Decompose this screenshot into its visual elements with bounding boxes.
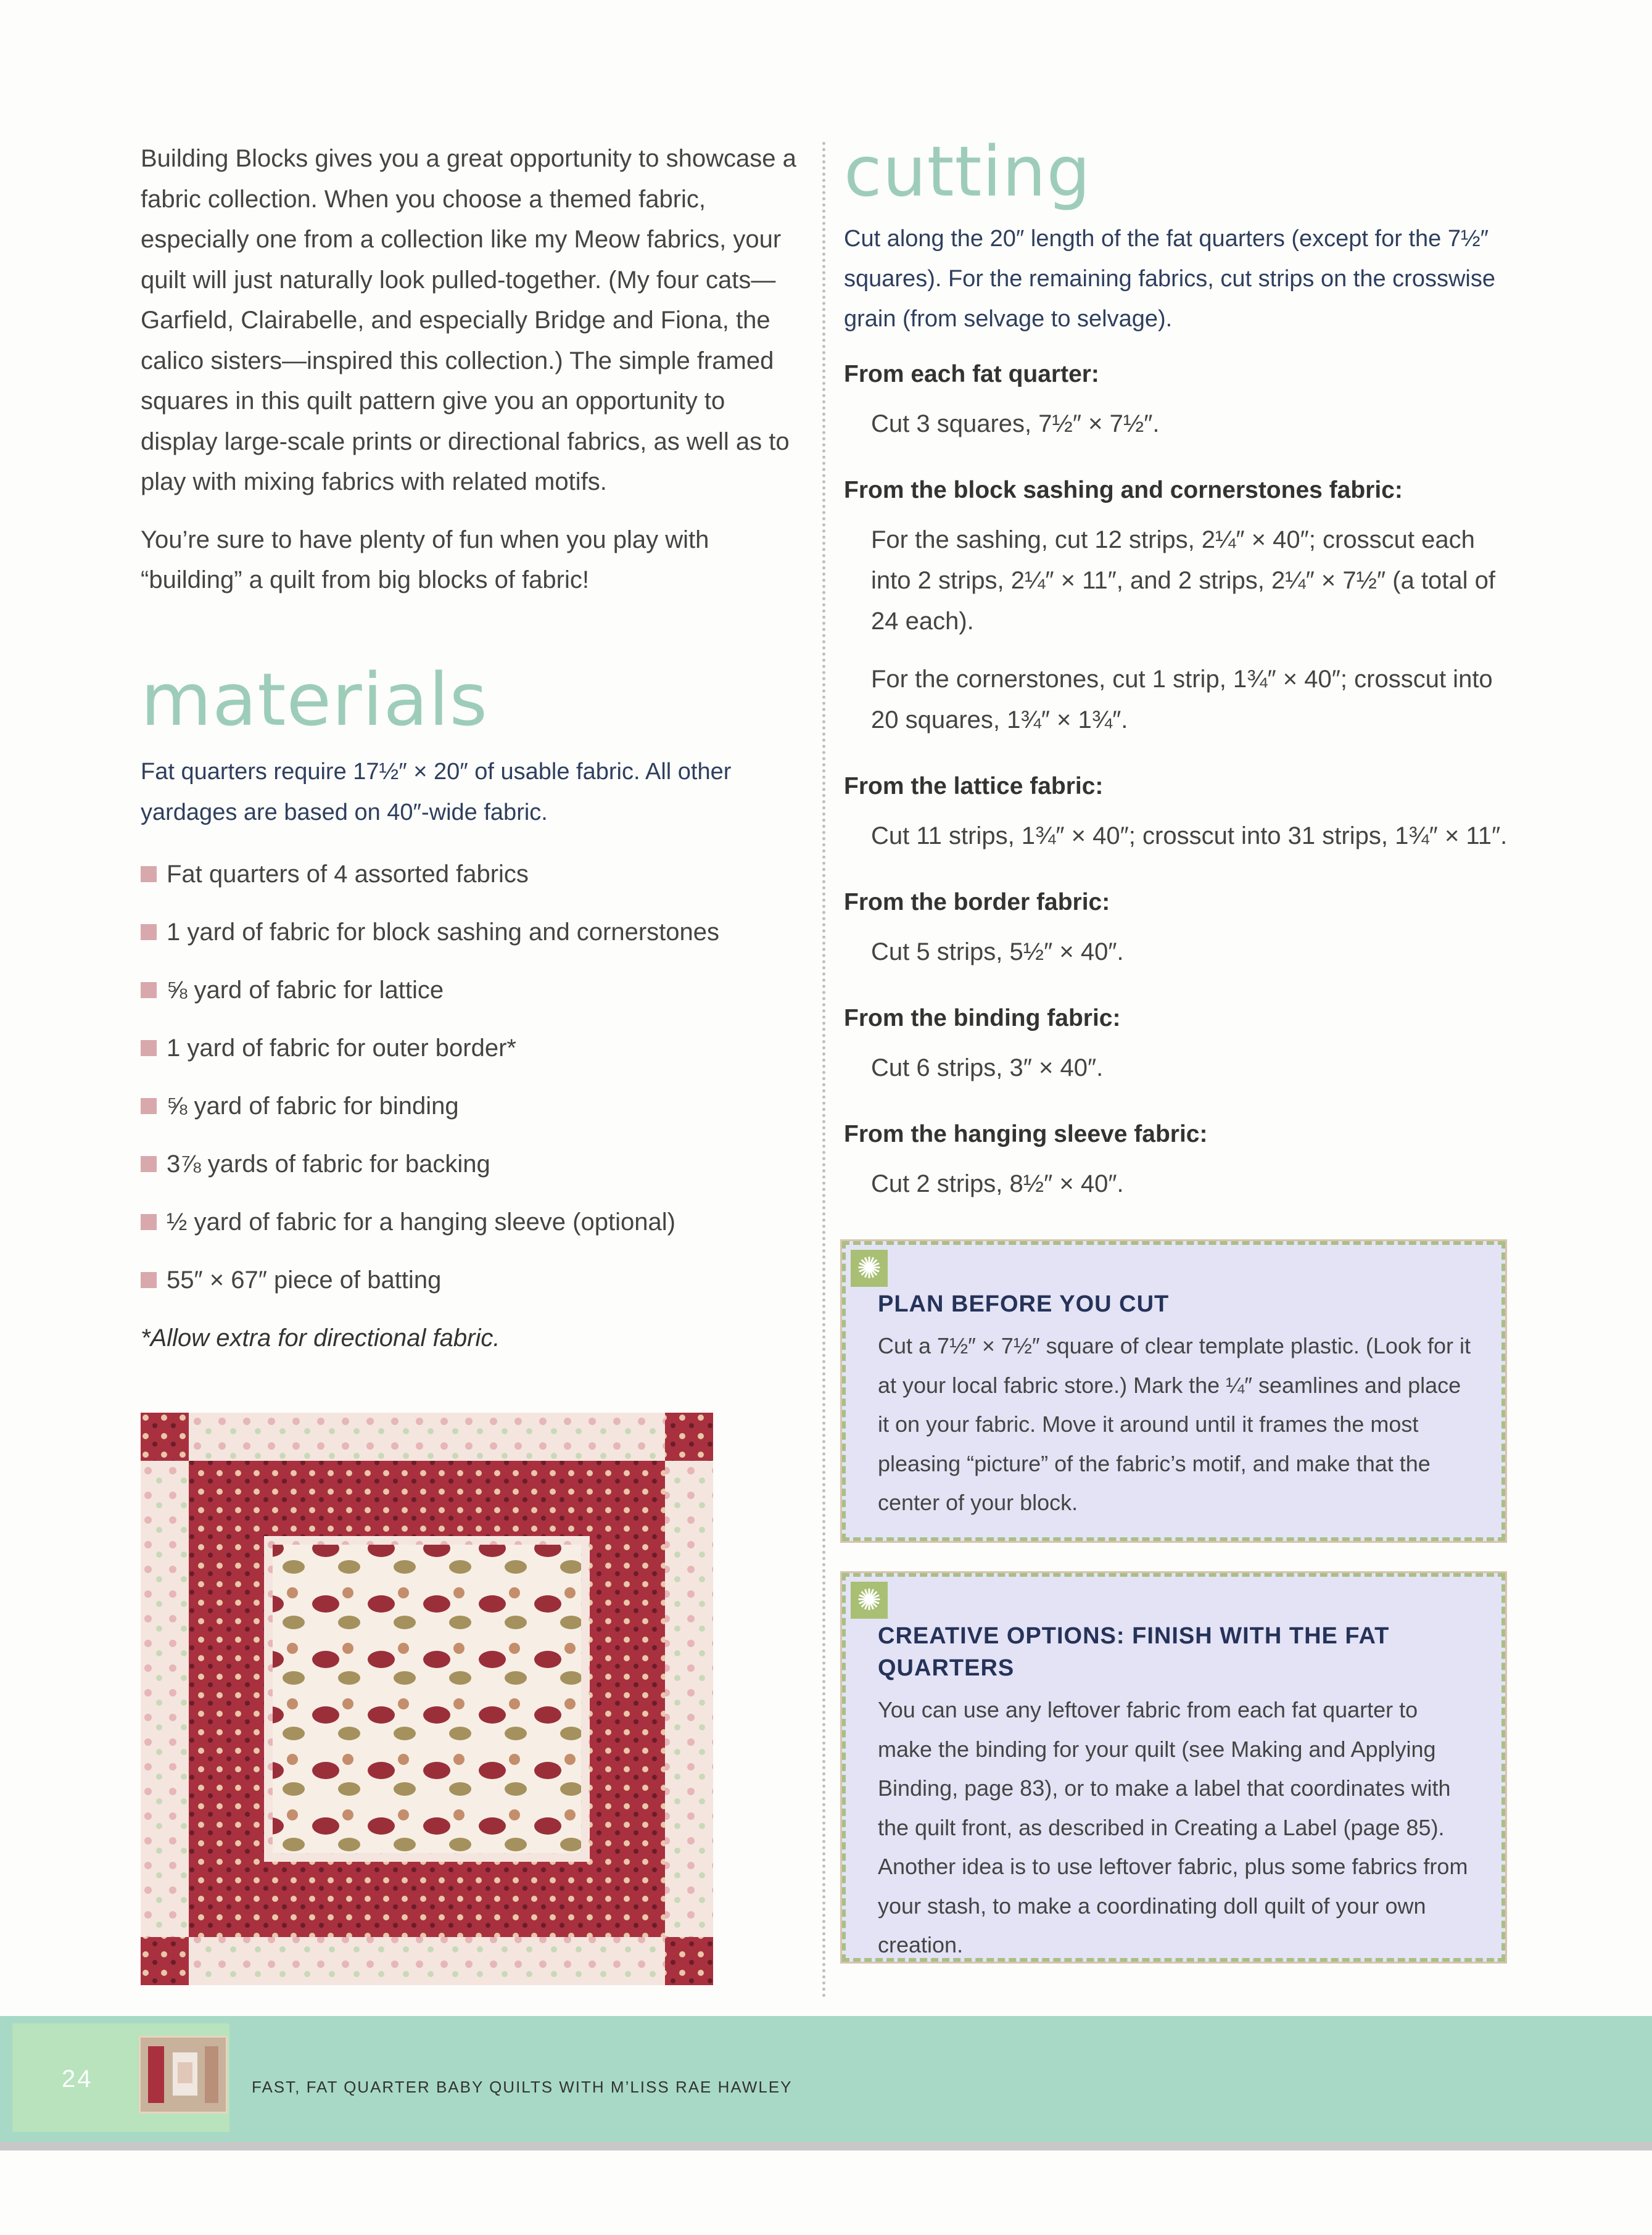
sun-icon: ✺ xyxy=(851,1582,888,1619)
list-item xyxy=(141,1135,807,1193)
list-item-text: ⅝ yard of fabric for lattice xyxy=(167,976,444,1004)
quilt-block-photo xyxy=(141,1413,713,1985)
square-bullet-icon xyxy=(141,1272,157,1288)
cut-instruction: For the sashing, cut 12 strips, 2¼″ × 40″; crosscut each into 2 strips, 2¼″ × 11″, and 2 strips, 2¼″ × 7½″ (a total of 24 each). xyxy=(871,526,1496,635)
cutting-intro: Cut along the 20″ length of the fat quarters (except for the 7½″ squares). For the remaining fabrics, cut strips on the crosswise grain (from selvage to selvage). xyxy=(844,226,1495,332)
square-bullet-icon xyxy=(141,1214,157,1230)
materials-intro: Fat quarters require 17½″ × 20″ of usable fabric. All other yardages are based on 40″-wide fabric. xyxy=(141,758,732,825)
list-item-text: Fat quarters of 4 assorted fabrics xyxy=(167,860,529,888)
list-item xyxy=(141,903,807,961)
book-title: FAST, FAT QUARTER BABY QUILTS WITH M’LISS RAE HAWLEY xyxy=(252,2078,793,2096)
square-bullet-icon xyxy=(141,1156,157,1172)
section-title: From each fat quarter: xyxy=(844,361,1099,387)
cutting-heading: cutting xyxy=(844,132,1091,212)
list-item-text: 1 yard of fabric for block sashing and cornerstones xyxy=(167,918,720,946)
cut-instruction: Cut 3 squares, 7½″ × 7½″. xyxy=(871,410,1160,437)
section-title: From the block sashing and cornerstones fabric: xyxy=(844,477,1403,503)
section-title: From the border fabric: xyxy=(844,889,1110,915)
square-bullet-icon xyxy=(141,982,157,998)
materials-note: *Allow extra for directional fabric. xyxy=(141,1324,500,1352)
list-item xyxy=(141,961,807,1019)
list-item xyxy=(141,1193,807,1251)
tip-body: Cut a 7½″ × 7½″ square of clear template plastic. (Look for it at your local fabric store.) Mark the ¼″ seamlines and place it on your fabric. Move it around until it frames the most pleasing “picture” of the fabric’s motif, and make that the center of your block. xyxy=(878,1333,1471,1515)
intro-paragraph-1: Building Blocks gives you a great opportunity to showcase a fabric collection. When you choose a themed fabric, especially one from a collection like my Meow fabrics, your quilt will just naturally look pulled-together. (My four cats—Garfield, Clairabelle, and especially Bridge and Fiona, the calico sisters—inspired this collection.) The simple framed squares in this quilt pattern give you an opportunity to display large-scale prints or directional fabrics, as well as to play with mixing fabrics with related motifs. xyxy=(141,145,796,495)
quilt-block-illustration xyxy=(141,1413,713,1985)
list-item-text: ½ yard of fabric for a hanging sleeve (optional) xyxy=(167,1208,675,1236)
list-item xyxy=(141,1251,807,1309)
section-title: From the hanging sleeve fabric: xyxy=(844,1121,1208,1147)
list-item xyxy=(141,845,807,903)
left-column xyxy=(141,139,807,1367)
tip-box-plan xyxy=(842,1241,1505,1541)
materials-list xyxy=(141,845,807,1309)
list-item-text: ⅝ yard of fabric for binding xyxy=(167,1092,459,1120)
book-cover-thumbnail xyxy=(139,2036,228,2113)
book-cover-icon xyxy=(141,2038,226,2112)
page-footer xyxy=(0,2016,1652,2142)
cut-instruction: For the cornerstones, cut 1 strip, 1¾″ × 40″; crosscut into 20 squares, 1¾″ × 1¾″. xyxy=(871,666,1493,733)
list-item-text: 1 yard of fabric for outer border* xyxy=(167,1034,516,1062)
section-title: From the lattice fabric: xyxy=(844,773,1104,799)
list-item xyxy=(141,1077,807,1135)
tip-title: CREATIVE OPTIONS: FINISH WITH THE FAT QUARTERS xyxy=(878,1623,1390,1681)
column-divider xyxy=(822,142,825,1999)
tip-title: PLAN BEFORE YOU CUT xyxy=(878,1291,1170,1317)
square-bullet-icon xyxy=(141,924,157,940)
cut-instruction: Cut 11 strips, 1¾″ × 40″; crosscut into 31 strips, 1¾″ × 11″. xyxy=(871,822,1508,849)
materials-heading: materials xyxy=(141,656,488,742)
tip-box-creative-options xyxy=(842,1573,1505,1962)
square-bullet-icon xyxy=(141,1098,157,1114)
cut-instruction: Cut 5 strips, 5½″ × 40″. xyxy=(871,938,1124,965)
list-item xyxy=(141,1019,807,1077)
page-number: 24 xyxy=(62,2065,93,2092)
cut-instruction: Cut 6 strips, 3″ × 40″. xyxy=(871,1054,1104,1081)
list-item-text: 55″ × 67″ piece of batting xyxy=(167,1266,442,1294)
tip-body: You can use any leftover fabric from each fat quarter to make the binding for your quilt (see Making and Applying Binding, page 83), or to make a label that coordinates with the quilt front, as described in Creating a Label (page 85). Another idea is to use leftover fabric, plus some fabrics from your stash, to make a coordinating doll quilt of your own creation. xyxy=(878,1697,1468,1957)
footer-edge xyxy=(0,2142,1652,2150)
right-column xyxy=(844,133,1510,1221)
sun-icon: ✺ xyxy=(851,1250,888,1287)
square-bullet-icon xyxy=(141,1040,157,1056)
square-bullet-icon xyxy=(141,866,157,882)
list-item-text: 3⅞ yards of fabric for backing xyxy=(167,1150,490,1178)
intro-paragraph-2: You’re sure to have plenty of fun when you play with “building” a quilt from big blocks of fabric! xyxy=(141,526,709,593)
cut-instruction: Cut 2 strips, 8½″ × 40″. xyxy=(871,1170,1124,1197)
section-title: From the binding fabric: xyxy=(844,1005,1121,1031)
